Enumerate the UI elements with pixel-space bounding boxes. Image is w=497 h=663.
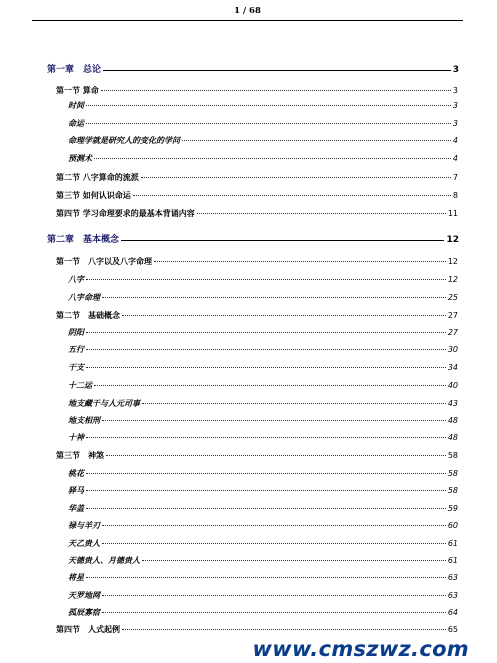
toc-title: 十二运 — [68, 380, 92, 390]
toc-leader — [86, 332, 446, 333]
toc-subsection[interactable] — [68, 590, 458, 601]
toc-page-number: 61 — [447, 539, 458, 548]
toc-title: 驿马 — [68, 485, 84, 495]
toc-subsection[interactable] — [68, 415, 458, 426]
toc-page-number: 25 — [447, 293, 458, 302]
toc-section[interactable] — [56, 310, 458, 321]
toc-subsection[interactable] — [68, 398, 458, 409]
toc-subsection[interactable] — [68, 153, 458, 164]
toc-leader — [154, 261, 446, 262]
toc-subsection[interactable] — [68, 100, 458, 111]
toc-leader — [197, 213, 446, 214]
toc-page-number: 60 — [447, 521, 458, 530]
toc-leader — [122, 629, 446, 630]
toc-page-number: 27 — [447, 311, 458, 320]
toc-leader — [86, 123, 451, 124]
toc-title: 第三节 神煞 — [56, 450, 104, 460]
toc-title: 第一节 八字以及八字命理 — [56, 256, 152, 266]
toc-leader — [102, 612, 446, 613]
toc-title: 预测术 — [68, 153, 92, 163]
toc-page-number: 58 — [447, 451, 458, 460]
toc-leader — [94, 385, 446, 386]
toc-title: 天乙贵人 — [68, 538, 100, 548]
toc-subsection[interactable] — [68, 118, 458, 129]
toc-title: 地支藏干与人元司事 — [68, 398, 140, 408]
toc-page-number: 64 — [447, 608, 458, 617]
toc-leader — [86, 367, 446, 368]
toc-leader — [102, 595, 446, 596]
toc-leader — [182, 140, 451, 141]
toc-subsection[interactable] — [68, 607, 458, 618]
toc-page-number: 11 — [447, 209, 458, 218]
toc-page-number: 7 — [452, 173, 458, 182]
toc-page-number: 48 — [447, 433, 458, 442]
toc-leader — [106, 455, 446, 456]
toc-title: 十神 — [68, 432, 84, 442]
toc-leader — [142, 560, 446, 561]
toc-leader — [103, 70, 451, 71]
toc-subsection[interactable] — [68, 135, 458, 146]
toc-title: 第二节 基础概念 — [56, 310, 120, 320]
toc-page-number: 48 — [447, 416, 458, 425]
toc-title: 第四节 人式起例 — [56, 624, 120, 634]
toc-title: 干支 — [68, 362, 84, 372]
toc-page-number: 63 — [447, 591, 458, 600]
toc-leader — [94, 158, 451, 159]
toc-title: 禄与羊刃 — [68, 520, 100, 530]
toc-title: 桃花 — [68, 468, 84, 478]
toc-page-number: 12 — [447, 257, 458, 266]
toc-subsection[interactable] — [68, 344, 458, 355]
toc-page-number: 12 — [447, 275, 458, 284]
toc-title: 第四节 学习命理要求的最基本背诵内容 — [56, 208, 195, 218]
toc-title: 天德贵人、月德贵人 — [68, 555, 140, 565]
toc-title: 命理学就是研究人的变化的学问 — [68, 135, 180, 145]
toc-leader — [86, 349, 446, 350]
page-indicator: 1 / 68 — [234, 6, 261, 16]
toc-page-number: 4 — [452, 154, 458, 163]
toc-title: 五行 — [68, 344, 84, 354]
toc-page-number: 59 — [447, 504, 458, 513]
toc-section[interactable] — [56, 190, 458, 201]
toc-subsection[interactable] — [68, 468, 458, 479]
toc-title: 时间 — [68, 100, 84, 110]
toc-title: 第一章 总论 — [47, 65, 102, 75]
toc-subsection[interactable] — [68, 432, 458, 443]
toc-subsection[interactable] — [68, 485, 458, 496]
toc-section[interactable] — [56, 256, 458, 267]
toc-leader — [86, 437, 446, 438]
toc-subsection[interactable] — [68, 520, 458, 531]
toc-leader — [102, 420, 446, 421]
toc-title: 华盖 — [68, 503, 84, 513]
toc-chapter[interactable] — [47, 232, 459, 245]
toc-page-number: 3 — [452, 119, 458, 128]
toc-leader — [86, 577, 446, 578]
toc-page-number: 12 — [446, 235, 459, 245]
toc-page-number: 58 — [447, 469, 458, 478]
toc-title: 八字 — [68, 274, 84, 284]
toc-title: 命运 — [68, 118, 84, 128]
toc-leader — [142, 403, 446, 404]
page-header — [32, 0, 463, 21]
toc-page-number: 34 — [447, 363, 458, 372]
toc-title: 八字命理 — [68, 292, 100, 302]
toc-leader — [86, 473, 446, 474]
toc-title: 第二章 基本概念 — [47, 235, 120, 245]
toc-leader — [102, 543, 446, 544]
toc-leader — [133, 195, 451, 196]
toc-title: 地支相刑 — [68, 415, 100, 425]
toc-page-number: 27 — [447, 328, 458, 337]
toc-page-number: 8 — [452, 191, 458, 200]
toc-leader — [86, 105, 451, 106]
toc-section[interactable] — [56, 172, 458, 183]
toc-title: 第一节 算命 — [56, 85, 99, 95]
toc-page-number: 65 — [447, 625, 458, 634]
toc-subsection[interactable] — [68, 572, 458, 583]
toc-leader — [122, 315, 446, 316]
site-watermark: www.cmszwz.com — [252, 637, 469, 661]
toc-page-number: 58 — [447, 486, 458, 495]
toc-section[interactable] — [56, 85, 458, 96]
toc-leader — [141, 177, 451, 178]
toc-leader — [86, 279, 446, 280]
toc-page-number: 63 — [447, 573, 458, 582]
toc-leader — [102, 525, 446, 526]
toc-subsection[interactable] — [68, 274, 458, 285]
toc-page-number: 3 — [452, 65, 459, 75]
toc-title: 第三节 如何认识命运 — [56, 190, 131, 200]
toc-subsection[interactable] — [68, 362, 458, 373]
toc-title: 第二节 八字算命的流派 — [56, 172, 139, 182]
toc-subsection[interactable] — [68, 538, 458, 549]
toc-title: 阴阳 — [68, 327, 84, 337]
toc-leader — [121, 240, 444, 241]
toc-section[interactable] — [56, 208, 458, 219]
toc-title: 天罗地网 — [68, 590, 100, 600]
toc-subsection[interactable] — [68, 380, 458, 391]
toc-section[interactable] — [56, 624, 458, 635]
toc-page-number: 40 — [447, 381, 458, 390]
toc-subsection[interactable] — [68, 292, 458, 303]
toc-chapter[interactable] — [47, 62, 459, 75]
toc-subsection[interactable] — [68, 503, 458, 514]
toc-page-number: 4 — [452, 136, 458, 145]
toc-page-number: 30 — [447, 345, 458, 354]
toc-subsection[interactable] — [68, 555, 458, 566]
toc-leader — [102, 297, 446, 298]
toc-page-number: 3 — [452, 86, 458, 95]
toc-title: 孤辰寡宿 — [68, 607, 100, 617]
toc-page-number: 61 — [447, 556, 458, 565]
toc-page-number: 43 — [447, 399, 458, 408]
toc-title: 将星 — [68, 572, 84, 582]
toc-leader — [86, 490, 446, 491]
toc-leader — [101, 90, 451, 91]
toc-page-number: 3 — [452, 101, 458, 110]
toc-leader — [86, 508, 446, 509]
toc-section[interactable] — [56, 450, 458, 461]
toc-subsection[interactable] — [68, 327, 458, 338]
